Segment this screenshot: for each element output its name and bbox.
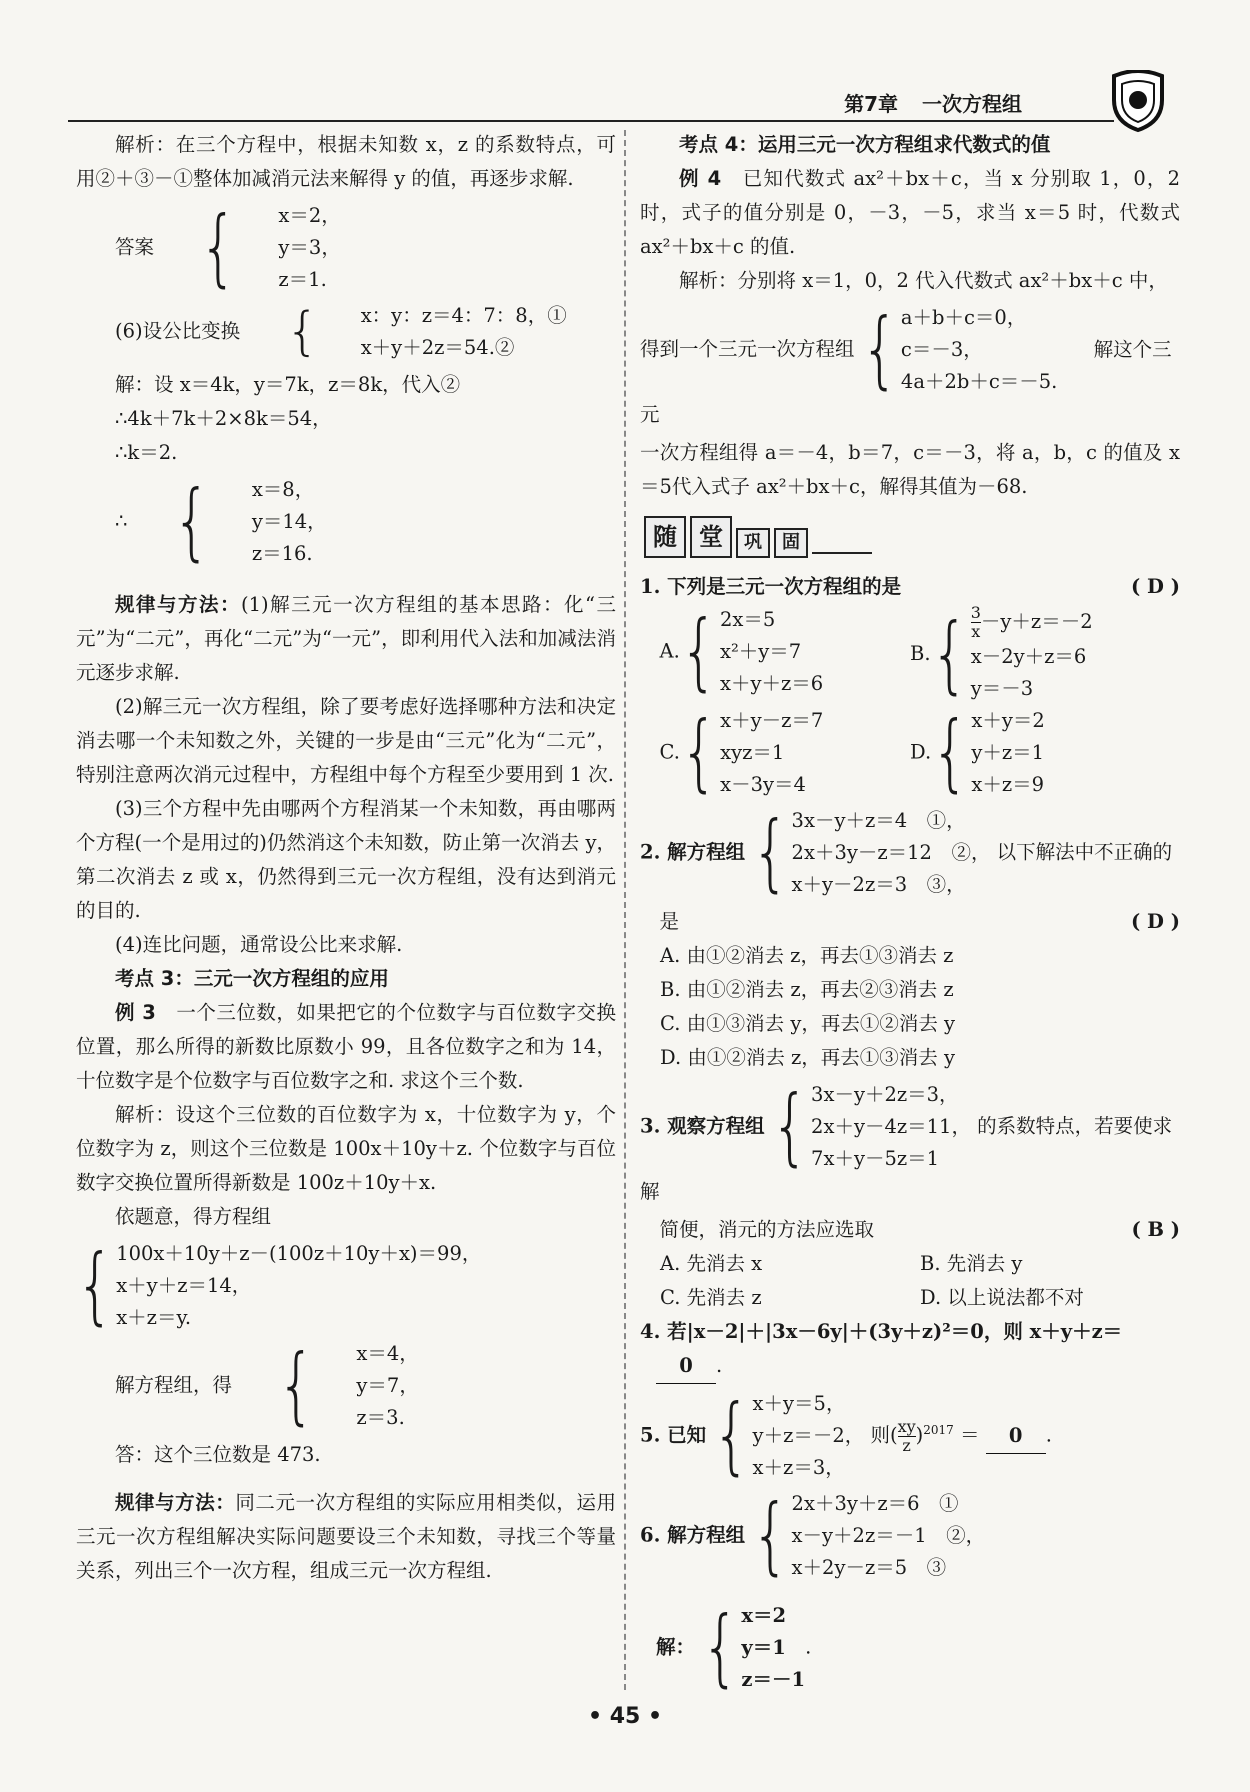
question-1: 1. 下列是三元一次方程组的是 ( D ) <box>640 575 1180 598</box>
left-column <box>76 128 616 1588</box>
q3-option-b: B. 先消去 y <box>920 1252 1023 1275</box>
shield-logo-icon <box>1108 70 1168 134</box>
setup-label: 依题意，得方程组 <box>115 1205 272 1228</box>
question-5: 5. 已知 { x＋y＝5， y＋z＝－2， x＋z＝3， 则( $\frac{xy}{z}$ )$^{2017}$ ＝ 0 . <box>640 1387 1052 1485</box>
page-header <box>68 76 1182 124</box>
analysis-4-system-line: 得到一个三元一次方程组 { a＋b＋c＝0， c＝－3， 4a＋2b＋c＝－5. 解这个三元 <box>640 301 1172 426</box>
question-4-answer-line: 0 . <box>640 1349 1180 1384</box>
solution-6-line-2: ∴4k＋7k＋2×8k＝54， <box>115 407 332 430</box>
question-3: 3. 观察方程组 { 3x－y＋2z＝3， 2x＋y－4z＝11， 7x＋y－5z＝1 的系数特点，若要使求解 <box>640 1078 1173 1203</box>
rule-4: (4)连比问题，通常设公比来求解. <box>115 933 403 956</box>
analysis-3: 解析：设这个三位数的百位数字为 x，十位数字为 y，个位数字为 z，则这个三位数是 100x＋10y＋z. 个位数字与百位数字交换位置所得新数是 100z＋10y＋x. <box>76 1103 616 1194</box>
rule-1: 规律与方法：(1)解三元一次方程组的基本思路：化“三元”为“二元”，再化“二元”为“一元”，即利用代入法和加减法消元逐步求解. <box>76 593 616 684</box>
solution-6-result: ∴ { x＝8， y＝14， z＝16. <box>115 473 327 571</box>
question-6-solution: 解： { x＝2 y＝1 z＝－1 . <box>656 1599 812 1697</box>
answer-1-system: { x＝2， y＝3， z＝1. <box>199 199 341 297</box>
question-3-tail: 简便，消元的方法应选取 ( B ) <box>659 1218 1180 1241</box>
point-3-heading: 考点 3：三元一次方程组的应用 <box>115 967 389 990</box>
chapter-number: 第7章 <box>844 92 898 116</box>
q1-option-a: A. { 2x＝5 x²＋y＝7 x＋y＋z＝6 <box>640 603 824 701</box>
analysis-4-d: 一次方程组得 a＝－4，b＝7，c＝－3，将 a，b，c 的值及 x＝5代入式子 ax²＋bx＋c，解得其值为－68. <box>640 441 1180 498</box>
rule-b: 规律与方法：同二元一次方程组的实际应用相类似，运用三元一次方程组解决实际问题要设三个未知数，寻找三个等量关系，列出三个一次方程，组成三元一次方程组. <box>76 1491 616 1582</box>
q1-option-b: B. { $\frac{3}{x}$ －y＋z＝－2 x－2y＋z＝6 y＝－3 <box>910 603 1093 704</box>
q3-options-ab <box>640 1247 1180 1281</box>
answer-1: 答案 { x＝2， y＝3， z＝1. <box>115 199 341 297</box>
example-3: 例 3 一个三位数，如果把它的个位数字与百位数字交换位置，那么所得的新数比原数小 99，且各位数字之和为 14，十位数字是个位数字与百位数字之和. 求这个三个数. <box>76 1001 616 1092</box>
analysis-1: 解析：在三个方程中，根据未知数 x，z 的系数特点，可用②＋③－①整体加减消元法来解得 y 的值，再逐步求解. <box>76 133 616 190</box>
q2-option-a: A. 由①②消去 z，再去①③消去 z <box>660 944 954 967</box>
question-4: 4. 若|x－2|＋|3x－6y|＋(3y＋z)²＝0，则 x＋y＋z＝ <box>640 1320 1123 1343</box>
point-4-heading: 考点 4：运用三元一次方程组求代数式的值 <box>679 133 1051 156</box>
question-6: 6. 解方程组 { 2x＋3y＋z＝6 ① x－y＋2z＝－1 ②， x＋2y－z＝5 ③ <box>640 1487 986 1585</box>
q3-option-a: A. 先消去 x <box>660 1252 763 1275</box>
question-2: 2. 解方程组 { 3x－y＋z＝4 ①， 2x＋3y－z＝12 ②， x＋y－2z＝3 ③， 以下解法中不正确的 <box>640 804 1173 902</box>
page-number: • 45 • <box>587 1704 663 1729</box>
solution-6-line-1: 解：设 x＝4k，y＝7k，z＝8k，代入② <box>115 373 461 396</box>
q3-option-d: D. 以上说法都不对 <box>920 1286 1084 1309</box>
rule-2: (2)解三元一次方程组，除了要考虑好选择哪种方法和决定消去哪一个未知数之外，关键的一步是由“三元”化为“二元”，特别注意两次消元过程中，方程组中每个方程至少要用到 1 次. <box>76 695 616 786</box>
q6-system: { x：y：z＝4：7：8，① x＋y＋2z＝54.② <box>285 301 567 362</box>
right-column <box>640 128 1180 1700</box>
analysis-4-a: 解析：分别将 x＝1，0，2 代入代数式 ax²＋bx＋c 中， <box>679 269 1168 292</box>
chapter-title <box>844 88 1022 117</box>
q4-answer: 0 <box>656 1349 716 1384</box>
example-4: 例 4 已知代数式 ax²＋bx＋c，当 x 分别取 1，0，2 时，式子的值分别是 0，－3，－5，求当 x＝5 时，代数式 ax²＋bx＋c 的值. <box>640 167 1180 258</box>
q5-answer: 0 <box>986 1419 1046 1454</box>
chapter-name: 一次方程组 <box>922 92 1022 116</box>
question-2-tail: 是 ( D ) <box>659 910 1180 933</box>
practice-banner: 随 堂 巩 固 <box>644 516 1180 558</box>
example-3-answer: 答：这个三位数是 473. <box>115 1443 321 1466</box>
q1-options-ab <box>640 604 1180 705</box>
q2-option-d: D. 由①②消去 z，再去①③消去 y <box>660 1046 956 1069</box>
q3-option-c: C. 先消去 z <box>660 1286 762 1309</box>
question-6-setup: (6)设公比变换 { x：y：z＝4：7：8，① x＋y＋2z＝54.② <box>76 300 616 364</box>
q2-option-b: B. 由①②消去 z，再去②③消去 z <box>660 978 954 1001</box>
q1-options-cd <box>640 705 1180 801</box>
header-rule <box>68 120 1114 122</box>
example-3-solution: 解方程组，得 { x＝4， y＝7， z＝3. <box>115 1337 419 1435</box>
example-3-system: { 100x＋10y＋z－(100z＋10y＋x)＝99， x＋y＋z＝14， x＋z＝y. <box>76 1237 482 1335</box>
solution-6-line-3: ∴k＝2. <box>115 441 178 464</box>
q3-options-cd <box>640 1281 1180 1315</box>
q2-option-c: C. 由①③消去 y，再去①②消去 y <box>660 1012 956 1035</box>
column-divider <box>624 130 626 1690</box>
q1-option-c: C. { x＋y－z＝7 xyz＝1 x－3y＝4 <box>640 704 824 802</box>
rule-3: (3)三个方程中先由哪两个方程消某一个未知数，再由哪两个方程(一个是用过的)仍然消这个未知数，防止第一次消去 y，第二次消去 z 或 x，仍然得到三元一次方程组，没有达到消元的目的. <box>76 797 616 922</box>
q1-option-d: D. { x＋y＝2 y＋z＝1 x＋z＝9 <box>910 704 1045 802</box>
